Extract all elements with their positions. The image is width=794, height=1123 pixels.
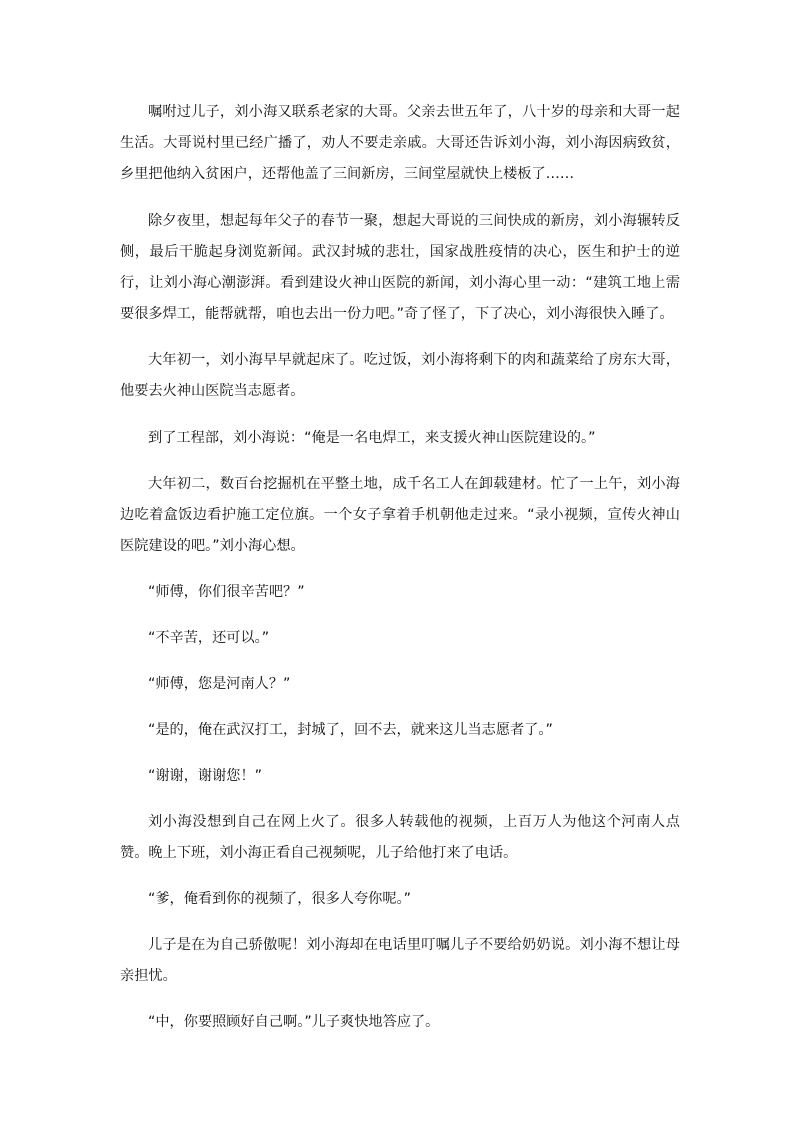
paragraph-7: “不辛苦，还可以。” [148,630,270,646]
paragraph-1: 嘱咐过儿子，刘小海又联系老家的大哥。父亲去世五年了，八十岁的母亲和大哥一起生活。大哥说村里已经广播了，劝人不要走亲戚。大哥还告诉刘小海，刘小海因病致贫，乡里把他纳入贫困户，还帮他盖了三间新房，三间堂屋就快上楼板了…… [120,104,680,182]
paragraph-11: 刘小海没想到自己在网上火了。很多人转载他的视频，上百万人为他这个河南人点赞。晚上下班，刘小海正看自己视频呢，儿子给他打来了电话。 [120,814,680,861]
paragraph-9: “是的，俺在武汉打工，封城了，回不去，就来这儿当志愿者了。” [148,722,553,738]
paragraph-5: 大年初二，数百台挖掘机在平整土地，成千名工人在卸载建材。忙了一上午，刘小海边吃着盒饭边看护施工定位旗。一个女子拿着手机朝他走过来。“录小视频，宣传火神山医院建设的吧。”刘小海心想。 [120,476,680,554]
paragraph-4: 到了工程部，刘小海说：“俺是一名电焊工，来支援火神山医院建设的。” [148,430,596,446]
paragraph-6: “师傅，你们很辛苦吧？” [148,584,305,600]
paragraph-13: 儿子是在为自己骄傲呢！刘小海却在电话里叮嘱儿子不要给奶奶说。刘小海不想让母亲担忧。 [120,937,680,984]
paragraph-10: “谢谢，谢谢您！” [148,768,263,784]
paragraph-3: 大年初一，刘小海早早就起床了。吃过饭，刘小海将剩下的肉和蔬菜给了房东大哥，他要去火神山医院当志愿者。 [120,352,680,399]
paragraph-2: 除夕夜里，想起每年父子的春节一聚，想起大哥说的三间快成的新房，刘小海辗转反侧，最后干脆起身浏览新闻。武汉封城的悲壮，国家战胜疫情的决心，医生和护士的逆行，让刘小海心潮澎湃。看到建设火神山医院的新闻，刘小海心里一动：“建筑工地上需要很多焊工，能帮就帮，咱也去出一份力吧。”奇了怪了，下了决心，刘小海很快入睡了。 [120,213,680,322]
paragraph-8: “师傅，您是河南人？” [148,676,291,692]
paragraph-14: “中，你要照顾好自己啊。”儿子爽快地答应了。 [148,1014,440,1030]
paragraph-12: “爹，俺看到你的视频了，很多人夸你呢。” [148,891,411,907]
